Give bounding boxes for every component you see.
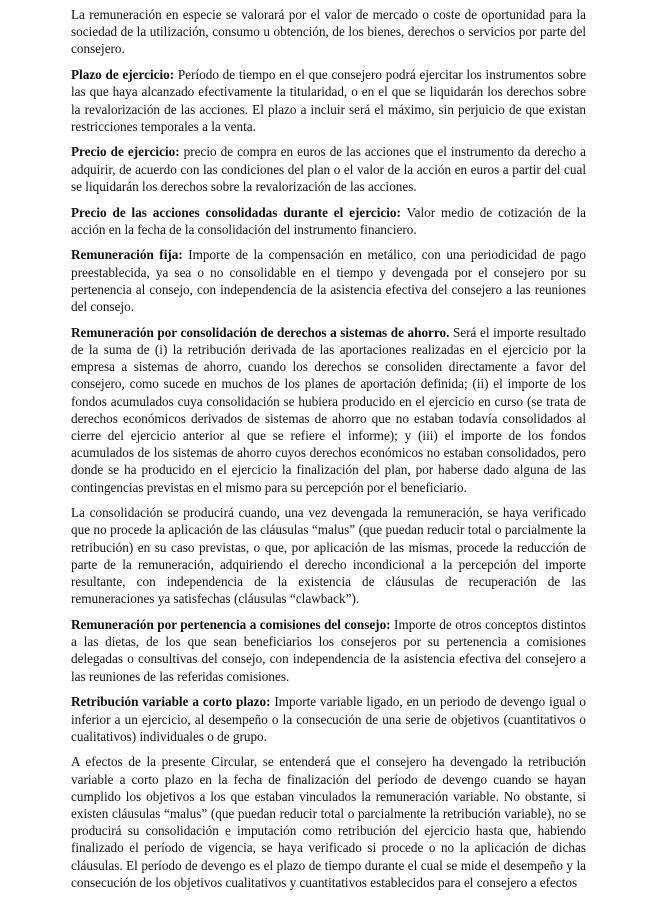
paragraph-text: Importe de otros conceptos distintos a las dietas, de los que sean beneficiarios los consejeros por su pertenencia a comisiones delegadas o consultivas del consejo, con independencia de la asistencia efectiva del consejero a las reuniones de las referidas comisiones. xyxy=(71,617,586,684)
paragraph-term: Precio de ejercicio: xyxy=(71,144,180,160)
paragraph-term: Remuneración por consolidación de derechos a sistemas de ahorro. xyxy=(71,324,450,340)
paragraph-retribucion-variable xyxy=(71,693,586,745)
paragraph-term: Remuneración por pertenencia a comisiones del consejo: xyxy=(71,617,391,632)
paragraph-text: La consolidación se producirá cuando, una vez devengada la remuneración, se haya verificado que no procede la aplicación de las cláusulas “malus” (que puedan reducir total o parcialmente la retribución) en su caso previstas, o que, por aplicación de las mismas, procede la reducción de parte de la remuneración, adquiriendo el derecho incondicional a la percepción del importe resultante, con independencia de la existencia de cláusulas de recuperación de las remuneraciones ya satisfechas (cláusulas “clawback”). xyxy=(71,505,586,607)
paragraph-term: Precio de las acciones consolidadas durante el ejercicio: xyxy=(71,204,401,220)
paragraph-text: Período de tiempo en el que consejero podrá ejercitar los instrumentos sobre las que haya alcanzado efectivamente la titularidad, o en el que se liquidarán los derechos sobre la revalorización de las acciones. El plazo a incluir será el máximo, sin perjuicio de que existan restricciones temporales a la venta. xyxy=(71,67,586,134)
paragraph-text: precio de compra en euros de las acciones que el instrumento da derecho a adquirir, de acuerdo con las condiciones del plan o el valor de la acción en euros a partir del cual se liquidarán los derechos sobre la revalorización de las acciones. xyxy=(71,144,586,194)
paragraph-consolidacion xyxy=(71,504,586,607)
paragraph-sistemas-ahorro xyxy=(71,324,586,496)
paragraph-precio-acciones-consolidadas xyxy=(71,204,586,238)
paragraph-remuneracion-fija xyxy=(71,246,586,315)
paragraph-text: La remuneración en especie se valorará por el valor de mercado o coste de oportunidad para la sociedad de la utilización, consumo u obtención, de los bienes, derechos o servicios por parte del consejero. xyxy=(71,7,586,57)
paragraph-comisiones-consejo xyxy=(71,616,586,685)
paragraph-text: Importe variable ligado, en un periodo de devengo igual o inferior a un ejercicio, al desempeño o la consecución de una serie de objetivos (cuantitativos o cualitativos) individuales o de grupo. xyxy=(71,694,586,744)
paragraph-text: Valor medio de cotización de la acción en la fecha de la consolidación del instrumento financiero. xyxy=(71,204,586,237)
paragraph-text: Será el importe resultado de la suma de (i) la retribución derivada de las aportaciones realizadas en el ejercicio por la empresa a sistemas de ahorro, cuando los derechos se consoliden directamente a favor del consejero, como sucede en muchos de los planes de aportación definida; (ii) el importe de los fondos acumulados cuya consolidación se hubiera producido en el ejercicio en curso (se trata de derechos económicos derivados de sistemas de ahorro que no estaban todavía consolidados al cierre del ejercicio anterior al que se refiere el informe); y (iii) el importe de los fondos acumulados de los sistemas de ahorro cuyos derechos económicos no estaban consolidados, pero donde se ha producido en el ejercicio la finalización del plan, por haberse dado alguna de las contingencias previstas en el mismo para su percepción por el beneficiario. xyxy=(71,324,586,495)
paragraph-term: Retribución variable a corto plazo: xyxy=(71,694,271,710)
paragraph-precio-ejercicio xyxy=(71,143,586,195)
document-page xyxy=(71,6,586,900)
paragraph-term: Remuneración fija: xyxy=(71,247,183,263)
paragraph-term: Plazo de ejercicio: xyxy=(71,67,175,83)
paragraph-plazo-ejercicio xyxy=(71,66,586,135)
paragraph-text: A efectos de la presente Circular, se entenderá que el consejero ha devengado la retribución variable a corto plazo en la fecha de finalización del período de devengo cuando se hayan cumplido los objetivos a los que estaban vinculados la remuneración variable. No obstante, si existen cláusulas “malus” (que puedan reducir total o parcialmente la retribución variable), no se producirá su consolidación e imputación como retribución del ejercicio hasta que, habiendo finalizado el período de vigencia, se haya verificado si procede o no la aplicación de dichas cláusulas. El período de devengo es el plazo de tiempo durante el cual se mide el desempeño y la consecución de los objetivos cualitativos y cuantitativos establecidos para el consejero a efectos xyxy=(71,754,586,890)
paragraph-remuneracion-especie xyxy=(71,6,586,58)
paragraph-text: Importe de la compensación en metálico, con una periodicidad de pago preestablecida, ya sea o no consolidable en el tiempo y devengada por el consejero por su pertenencia al consejo, con independencia de la asistencia efectiva del consejero a las reuniones del consejo. xyxy=(71,247,586,315)
paragraph-efectos-circular xyxy=(71,753,586,891)
